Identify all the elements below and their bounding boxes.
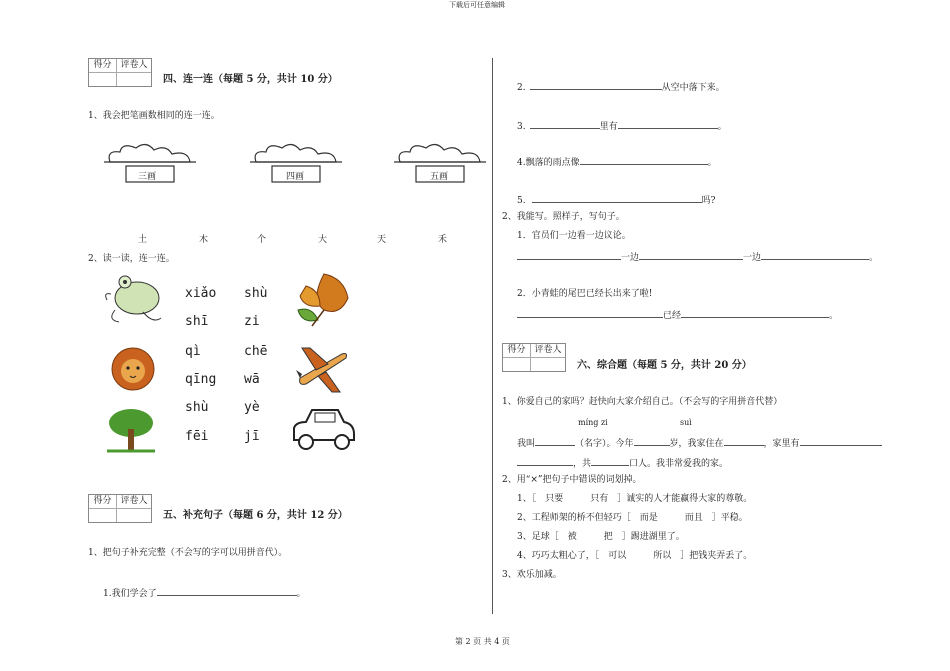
pinyin-item[interactable]: shī xyxy=(185,314,209,329)
sec5-item1-text: 1.我们学会了 xyxy=(103,589,157,599)
answer-blank[interactable] xyxy=(517,308,663,318)
grader-label: 评卷人 xyxy=(116,495,151,508)
answer-blank[interactable] xyxy=(157,586,297,596)
section5-title: 五、补充句子（每题 6 分，共计 12 分） xyxy=(163,510,348,521)
right-item3 xyxy=(517,119,727,133)
char-item[interactable]: 禾 xyxy=(438,235,448,245)
pinyin-item[interactable]: zi xyxy=(244,314,260,329)
pinyin-item[interactable]: chē xyxy=(244,344,268,359)
item4-text: 4.飘落的雨点像 xyxy=(517,158,580,168)
line2-b: 口人。我非常爱我的家。 xyxy=(629,459,729,469)
item5-label: 5. xyxy=(517,196,526,206)
answer-blank[interactable] xyxy=(761,250,869,260)
score-box-sec5 xyxy=(88,494,152,523)
lion-icon[interactable] xyxy=(110,344,156,394)
example1: 1．官员们一边看一边议论。 xyxy=(517,231,631,241)
pinyin-item[interactable]: fēi xyxy=(185,429,209,444)
item3-end: 。 xyxy=(717,122,727,132)
pinyin-item[interactable]: qì xyxy=(185,344,201,359)
right-item5 xyxy=(517,193,715,207)
item2-end: 从空中落下来。 xyxy=(661,83,725,93)
pinyin-item[interactable]: shù xyxy=(185,400,209,415)
pinyin-hint-name: míng zi xyxy=(578,418,608,427)
choice-sentence[interactable]: 2、工程师架的桥不但轻巧［ 而是 而且 ］平稳。 xyxy=(517,513,748,523)
answer-blank[interactable] xyxy=(535,436,575,446)
ex1-a: 一边 xyxy=(621,253,640,263)
sec6-q2: 2、用“×”把句子中错误的词划掉。 xyxy=(502,475,642,485)
example1-answer xyxy=(517,250,878,264)
column-divider xyxy=(492,58,493,614)
section4-title: 四、连一连（每题 5 分，共计 10 分） xyxy=(163,74,338,85)
choice-sentence[interactable]: 3、足球［ 被 把 ］踢进湖里了。 xyxy=(517,532,685,542)
score-box-sec4 xyxy=(88,58,152,87)
item3-mid: 里有 xyxy=(599,122,618,132)
char-item[interactable]: 木 xyxy=(199,235,209,245)
answer-blank[interactable] xyxy=(591,456,629,466)
sec4-q2: 2、读一读，连一连。 xyxy=(88,254,175,264)
section6-title: 六、综合题（每题 5 分，共计 20 分） xyxy=(577,360,752,371)
pinyin-hint-age: suì xyxy=(680,418,692,427)
answer-blank[interactable] xyxy=(530,119,600,129)
page-footer: 第 2 页 共 4 页 xyxy=(455,637,510,646)
tree-icon[interactable] xyxy=(103,405,159,455)
sec4-q1: 1、我会把笔画数相同的连一连。 xyxy=(88,111,220,121)
grader-label: 评卷人 xyxy=(530,344,565,357)
pinyin-item[interactable]: yè xyxy=(244,400,260,415)
choice-sentence[interactable]: 1、［ 只要 只有 ］诚实的人才能赢得大家的尊敬。 xyxy=(517,494,753,504)
ex1-b: 一边 xyxy=(743,253,762,263)
line1-b: （名字）。今年 xyxy=(575,439,634,449)
sec5-item1 xyxy=(103,586,306,600)
header-note: 下载后可任意编辑 xyxy=(449,1,505,9)
answer-blank[interactable] xyxy=(639,250,743,260)
answer-blank[interactable] xyxy=(634,436,670,446)
line1-c: 岁，我家住在 xyxy=(669,439,724,449)
right-item2 xyxy=(517,80,725,94)
right-item4 xyxy=(517,155,717,169)
score-box-sec6 xyxy=(502,343,566,372)
char-item[interactable]: 天 xyxy=(377,235,387,245)
example2: 2．小青蛙的尾巴已经长出来了啦! xyxy=(517,289,653,299)
basket-label: 五画 xyxy=(430,172,449,182)
sec5-q1: 1、把句子补充完整（不会写的字可以用拼音代）。 xyxy=(88,548,288,558)
airplane-icon[interactable] xyxy=(294,340,350,396)
answer-blank[interactable] xyxy=(580,155,708,165)
answer-blank[interactable] xyxy=(618,119,718,129)
grader-label: 评卷人 xyxy=(116,59,151,72)
example2-answer xyxy=(517,308,838,322)
sec5-item1-end: 。 xyxy=(296,589,306,599)
frog-icon[interactable] xyxy=(103,270,165,328)
char-item[interactable]: 个 xyxy=(257,235,267,245)
char-item[interactable]: 土 xyxy=(138,235,148,245)
score-label: 得分 xyxy=(93,60,112,70)
answer-blank[interactable] xyxy=(530,80,662,90)
answer-blank[interactable] xyxy=(532,193,702,203)
sec6-q3: 3、欢乐加减。 xyxy=(502,570,562,580)
pinyin-item[interactable]: jī xyxy=(244,429,260,444)
item3-label: 3. xyxy=(517,122,526,132)
intro-line2 xyxy=(517,456,728,470)
pinyin-item[interactable]: shù xyxy=(244,286,268,301)
ex2-mid: 已经 xyxy=(663,311,682,321)
line2-a: ，共 xyxy=(573,459,592,469)
char-item[interactable]: 大 xyxy=(318,235,328,245)
line1-d: ，家里有 xyxy=(763,439,800,449)
sec6-q1: 1、你爱自己的家吗？赶快向大家介绍自己。（不会写的字用拼音代替） xyxy=(502,397,783,407)
choice-sentence[interactable]: 4、巧巧太粗心了，［ 可以 所以 ］把钱夹弄丢了。 xyxy=(517,551,753,561)
answer-blank[interactable] xyxy=(517,456,573,466)
item4-end: 。 xyxy=(707,158,717,168)
line1-a: 我叫 xyxy=(517,439,536,449)
pinyin-item[interactable]: xiǎo xyxy=(185,286,217,301)
intro-line1 xyxy=(517,436,882,450)
score-label: 得分 xyxy=(93,496,112,506)
leaves-icon[interactable] xyxy=(290,270,358,328)
pinyin-item[interactable]: wā xyxy=(244,372,260,387)
answer-blank[interactable] xyxy=(724,436,764,446)
item5-end: 吗? xyxy=(701,196,716,206)
car-icon[interactable] xyxy=(288,406,358,454)
answer-blank[interactable] xyxy=(681,308,829,318)
basket-label: 四画 xyxy=(286,172,305,182)
right-q2: 2、我能写。照样子，写句子。 xyxy=(502,212,625,222)
ex2-end: 。 xyxy=(829,311,839,321)
basket-label: 三画 xyxy=(138,172,157,182)
answer-blank[interactable] xyxy=(800,436,882,446)
ex1-end: 。 xyxy=(869,253,879,263)
pinyin-item[interactable]: qīng xyxy=(185,372,217,387)
score-label: 得分 xyxy=(507,345,526,355)
item2-label: 2. xyxy=(517,83,526,93)
answer-blank[interactable] xyxy=(517,250,621,260)
